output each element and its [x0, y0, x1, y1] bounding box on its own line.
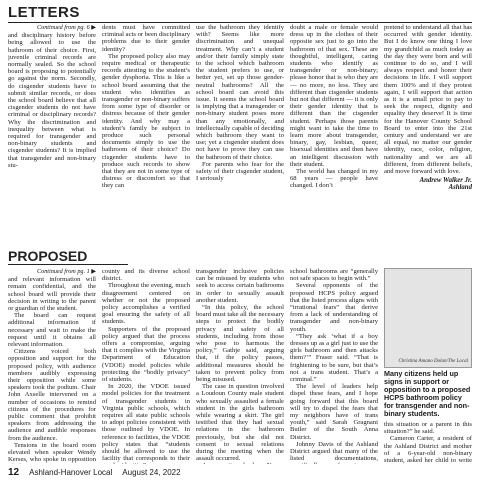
paragraph: school bathrooms are “generally not safe spaces to begin with.”	[290, 268, 378, 283]
column-body	[196, 268, 284, 464]
article-column-5	[384, 268, 472, 464]
column-body	[8, 276, 96, 464]
paragraph: use the bathroom they identify with? Seems like more discrimination and unequal treatment. Why can’t a student and/or their family simply state to the school which bathroom the student prefers to use, or better yet, set up those gender-neutral bathrooms? All the school board can avoid this issue. It seems the school board is implying that a transgender or non-binary student poses more than any emotionally, and intellectually capable of deciding which bathroom they want to use; yet a cisgender student does not have to prove they can use the bathroom of their choice.	[196, 24, 284, 161]
article-title: PROPOSED	[8, 248, 88, 264]
section-header	[8, 4, 472, 23]
article-column-2	[102, 268, 190, 464]
paragraph: Tensions in the board room elevated when speaker Wendy Kerses, who spoke in opposition	[8, 441, 96, 464]
paragraph: county and its diverse school district.	[102, 268, 190, 283]
letters-columns	[8, 24, 472, 244]
letters-column-3	[196, 24, 284, 244]
paragraph: and disciplinary history before being allowed to use the bathroom of their choice. First, juvenile criminal records are normally sealed. So the school board is proposing to potentially go against the norm. Secondly, do cisgender students have to submit similar records, or does the school board believe that all cisgender students do not have criminal or disciplinary records? Why the discrimination and inequality between what is required for transgender and non-binary students and cisgender students? It is implied that transgender and non-binary stu-	[8, 32, 96, 169]
page-number: 12	[8, 466, 20, 478]
paragraph: this situation or a parent in this situation?” he said.	[384, 421, 472, 436]
paragraph	[196, 462, 284, 464]
article-column-3	[196, 268, 284, 464]
article-header	[8, 248, 128, 265]
paragraph: pretend to understand all that has occurred with gender identity. But I do know one thing I love my grandchild as much today as the day they were born and will continue to do so, and I will always respect and honor their decisions in life. I will support them 100% and if they protest again, I will support that action as it is a small price to pay to seek the respect, dignity and equality they deserve! It is time for the Hanover County School Board to enter into the 21st century and understand we are all equal, no matter our gender identity, race, color, religion, nationality and we are all different, from different beliefs, and move forward with love.	[384, 24, 472, 176]
paragraph: Several opponents of the proposed HCPS policy argued that the listed process aligns with “irrational fears” that derive from a lack of understanding of transgender and non-binary youth.	[290, 282, 378, 333]
column-body	[196, 24, 284, 182]
paragraph: For parents who fear for the safety of their cisgender student, I seriously	[196, 160, 284, 183]
letter-byline	[384, 177, 472, 191]
paragraph: Johnny Davis of the Ashland District argued that many of the listed documentations,	[290, 440, 378, 463]
section-title: LETTERS	[8, 4, 80, 21]
issue-date: August 24, 2022	[122, 467, 181, 477]
paragraph: “They ask ‘what if a boy dresses up as a girl just to use the girls bathroom and then attacks them?’” Fraser said. “That is frightening to be sure, but that’s not a trans student. That’s a criminal.”	[290, 332, 378, 384]
paragraph: “In this policy, the school board must take all the necessary steps to protect the bodily privacy and safety of all students, including from those who pose to harmous the policy,” Gathje said, arguing that, if the policy passes, additional measures should be taken to prevent policy from being misused.	[196, 304, 284, 384]
column-body	[8, 32, 96, 169]
photo-credit: Christina Amano Dolan/The Local	[398, 358, 468, 364]
column-body	[102, 24, 190, 190]
letters-column-2	[102, 24, 190, 244]
paragraph: Citizens voiced both opposition and support for the proposed policy, with audience members audibly expressing their opposition while some speakers took the podium. Chair John Axselle intervened on a number of occasions to remind citizens of the procedures for public comment that prohibit speakers from addressing the audience and audible responses from the audience.	[8, 348, 96, 442]
letters-column-5	[384, 24, 472, 244]
byline-town: Ashland	[448, 184, 472, 192]
column-body	[384, 24, 472, 175]
column-body	[290, 268, 378, 464]
paragraph: The proposed policy also may require medical or therapeutic records attesting to the student’s gender dysphoria. This is like a school board assuming that the student who identifies as transgender or non-binary suffers from some type of disorder or distress because of their gender identity. And why may a student’s family be subject to produce such personal documents simply to use the bathroom of their choice? Do cisgender students have to produce such records to show that they are not in some type of distress or discomfort so that they can	[102, 52, 190, 190]
paragraph: The level of leaders help dispel these fears, and I hope going forward that this board will try to dispel the fears that my neighbors have of trans youth,” said Sarah Gragnani Butler of the South Anna District.	[290, 383, 378, 441]
letters-column-4	[290, 24, 378, 244]
article-column-4	[290, 268, 378, 464]
letters-column-1	[8, 24, 96, 244]
paragraph: Cameron Carter, a resident of the Ashland District and mother of a 6-year-old non-binary student, asked her child to write	[384, 435, 472, 464]
page-footer	[8, 466, 472, 478]
paragraph: transgender inclusive policies can be misused by students who seek to access certain bathrooms in order to sexually assault another student.	[196, 268, 284, 304]
article-column-1	[8, 268, 96, 464]
paragraph: The world has changed in my 68 years — people have changed. I don’t	[290, 168, 378, 190]
photo	[384, 268, 472, 368]
paragraph: and relevant information will remain confidential, and the school board will provide their decision in writing to the parent or guardian of the student.	[8, 276, 96, 313]
paragraph: dents must have committed criminal acts or been disciplinary problems due to their gender identity?	[102, 24, 190, 53]
byline-name: Andrew Walker Jr.	[419, 177, 472, 185]
paragraph: The case in question involved a Loudoun County male student who sexually assaulted a female student in the girls bathroom while wearing a skirt. The girl testified that they had sexual relations in the bathroom previously, but she did not consent to sexual relations during the meeting when the assault occurred.	[196, 383, 284, 463]
continued-marker: Continued from pg. 1 ▶	[36, 268, 96, 275]
paragraph: In 2020, the VDOE issued model policies for the treatment of transgender students in Virginia public schools, which requires all state public schools to adopt policies consistent with those outlined by VDOE. In reference to facilities, the VDOE policy states that “students should be allowed to use the facility that corresponds to their	[102, 383, 190, 463]
paragraph: Supporters of the proposed policy argued that the process offers a compromise, arguing that it complies with the Virginia Department of Education (VDOE) model policies while protecting the “bodily privacy” of students.	[102, 325, 190, 384]
paragraph: The board can request additional information if necessary and wait to make the request until it obtains all relevant information.	[8, 312, 96, 349]
article-columns	[8, 268, 472, 464]
photo-caption: Many citizens held up signs in support or opposition to a proposed HCPS bathroom policy for transgender and non-binary students.	[384, 369, 471, 418]
paragraph: Throughout the evening, much disagreement centered on whether or not the proposed policy accomplishes a verified goal ensuring the safety of all students.	[102, 282, 190, 326]
column-body	[384, 421, 472, 464]
column-body	[290, 24, 378, 190]
continued-marker: Continued from pg. 6 ▶	[36, 24, 96, 31]
column-body	[102, 268, 190, 464]
paragraph: doubt a male or female would dress up in the clothes of their opposite sex just to go into the bathroom of that sex. These are thoughtful, intelligent, caring students who identify as transgender or non-binary; please honor that is who they are — no more, no less. They are different than cisgender students but not that different — it is only their gender identity that is different than the cisgender student. Perhaps those parents might want to take the time to learn more about transgender, binary, gay, lesbian, queer, bisexual identities and then have an intelligent discussion with their student.	[290, 24, 378, 168]
publication-name: Ashland-Hanover Local	[29, 467, 113, 477]
